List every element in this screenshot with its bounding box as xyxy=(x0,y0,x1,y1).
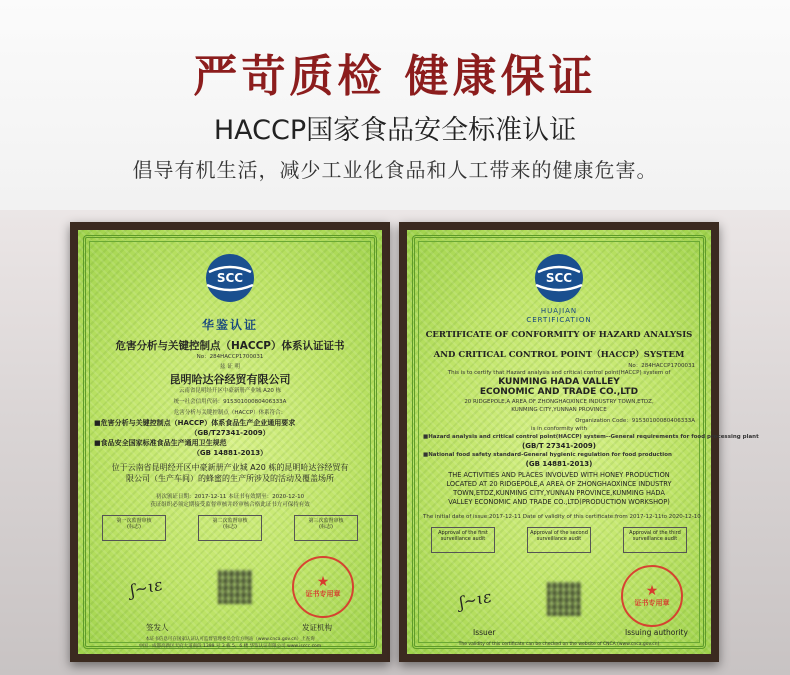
organization-code: Organization Code：91530100080406333A xyxy=(575,418,695,424)
validity-statement: The initial date of issue:2017-12-11 Date of validity of this certificate:from 2017-12-11to 2020-12-10 xyxy=(423,514,701,520)
intro-statement: This is to certify that Hazard analysis and critical control point(HACCP) system of xyxy=(447,370,671,376)
audit-box-1: 第一次监督审核 (标志) xyxy=(102,515,166,541)
signature: ʃ~ɩɛ xyxy=(128,574,165,601)
address-line-2: KUNMING CITY,YUNNAN PROVINCE xyxy=(511,407,607,413)
qr-code-icon xyxy=(547,582,581,616)
scope-line-3: TOWN,ETDZ,KUNMING CITY,YUNNAN PROVINCE,KUNMING HADA xyxy=(453,489,665,497)
standard-1-number: (GB/T 27341-2009) xyxy=(522,442,596,450)
company-address: 云南省昆明经开区中豪新册产业城 A20 栋 xyxy=(178,388,282,394)
official-stamp: ★ 证书专用章 xyxy=(292,556,354,618)
scc-logo-icon xyxy=(530,252,588,306)
standard-2: ■食品安全国家标准食品生产通用卫生规范 xyxy=(94,439,227,447)
scc-logo-icon xyxy=(201,252,259,306)
scope-line-1: THE ACTIVITIES AND PLACES INVOLVED WITH HONEY PRODUCTION xyxy=(448,471,670,479)
scope-line-2: 限公司（生产车间）的蜂蜜的生产所涉及的活动及覆盖场所 xyxy=(126,474,334,483)
company-name-line-1: KUNMING HADA VALLEY xyxy=(498,377,620,387)
validity-line-2: 获证组织必须定期接受监督审核并经审核合格此证书方可保持有效 xyxy=(150,502,310,508)
logo-text: SCC xyxy=(216,271,244,285)
subtitle: HACCP国家食品安全标准认证 xyxy=(213,115,577,146)
conformity-statement: 危害分析与关键控制点（HACCP）体系符合： xyxy=(173,410,287,416)
signer-label: 签发人 xyxy=(146,623,169,632)
company-name: 昆明哈达谷经贸有限公司 xyxy=(169,373,291,386)
address-line-1: 20 RIDGEPOLE,A AREA OF ZHONGHAOXINCE INDUSTRY TOWN,ETDZ, xyxy=(464,399,654,405)
audit-box-2: 第二次监督审核 (标志) xyxy=(198,515,262,541)
qr-code-icon xyxy=(218,570,252,604)
issuer-label: Issuer xyxy=(473,628,496,637)
certificate-english xyxy=(407,230,759,654)
certificate-title: 危害分析与关键控制点（HACCP）体系认证证书 xyxy=(115,340,345,352)
certificate-title-line-1: CERTIFICATE OF CONFORMITY OF HAZARD ANALYSIS xyxy=(425,330,693,340)
standard-1: ■Hazard analysis and critical control point(HACCP) system--General requirements for food processing plant xyxy=(423,434,759,440)
issuer-label: 发证机构 xyxy=(302,623,332,632)
scope-line-2: LOCATED AT 20 RIDGEPOLE,A AREA OF ZHONGHAOXINCE INDUSTRY xyxy=(446,480,672,488)
scope-line-1: 位于云南省昆明经开区中豪新册产业城 A20 栋的昆明哈达谷经贸有 xyxy=(111,463,349,472)
surveillance-box-1: Approval of the first surveillance audit xyxy=(431,527,495,553)
brand-name: 华鉴认证 xyxy=(201,318,258,332)
footer-line: The validity of this certificate can be checked on the website of CNCA (www.cnca.gov.cn) xyxy=(458,642,660,647)
surveillance-box-2: Approval of the second surveillance audit xyxy=(527,527,591,553)
credit-code: 统一社会信用代码：91530100080406333A xyxy=(173,399,287,405)
standard-2: ■National food safety standard-General hygienic regulation for food production xyxy=(423,452,672,458)
tagline: 倡导有机生活，减少工业化食品和人工带来的健康危害。 xyxy=(132,158,658,182)
audit-box-3: 第三次监督审核 (标志) xyxy=(294,515,358,541)
issuing-authority-label: Issuing authority xyxy=(625,628,688,637)
footer-line-2: 中国 · 成都高新区天府大道南段 1399 号 3 栋 5、6 楼 华鉴认证有限公司 www.isccc.com xyxy=(138,644,322,649)
standard-1: ■危害分析与关键控制点（HACCP）体系食品生产企业通用要求 xyxy=(94,419,296,427)
star-icon: ★ xyxy=(316,574,330,590)
standard-2-number: （GB 14881-2013） xyxy=(192,449,268,457)
certificate-chinese-frame xyxy=(70,222,390,662)
brand-name-en-2: CERTIFICATION xyxy=(526,316,592,324)
surveillance-box-3: Approval of the third surveillance audit xyxy=(623,527,687,553)
certificate-english-frame xyxy=(399,222,759,662)
company-name-line-2: ECONOMIC AND TRADE CO.,LTD xyxy=(479,387,639,397)
star-icon: ★ xyxy=(645,583,659,599)
footer-line-1: 本证书信息可在国家认证认可监督管理委员会官方网站（www.cnca.gov.cn）上查询 xyxy=(145,637,315,642)
standard-2-number: (GB 14881-2013) xyxy=(525,460,593,468)
official-stamp: ★ 证书专用章 xyxy=(621,565,683,627)
scope-line-4: VALLEY ECONOMIC AND TRADE CO.,LTD(PRODUCTION WORKSHOP) xyxy=(448,498,670,506)
certificate-chinese xyxy=(78,230,382,654)
validity-line-1: 初次颁证日期：2017-12-11 本证书有效期至：2020-12-10 xyxy=(155,494,305,500)
headline: 严苛质检 健康保证 xyxy=(193,51,597,102)
certificate-number: No：284HACCP1700031 xyxy=(628,363,695,369)
logo-text: SCC xyxy=(545,271,573,285)
standard-1-number: （GB/T27341-2009） xyxy=(190,429,270,437)
certificate-title-line-2: AND CRITICAL CONTROL POINT（HACCP）SYSTEM xyxy=(433,350,685,360)
certify-label: 兹 证 明 xyxy=(220,364,240,370)
brand-name-en-1: HUAJIAN xyxy=(540,307,578,315)
conformity-statement: is in conformity with xyxy=(531,426,587,432)
certificate-number: No：284HACCP1700031 xyxy=(196,354,264,360)
signature: ʃ~ɩɛ xyxy=(457,586,494,613)
